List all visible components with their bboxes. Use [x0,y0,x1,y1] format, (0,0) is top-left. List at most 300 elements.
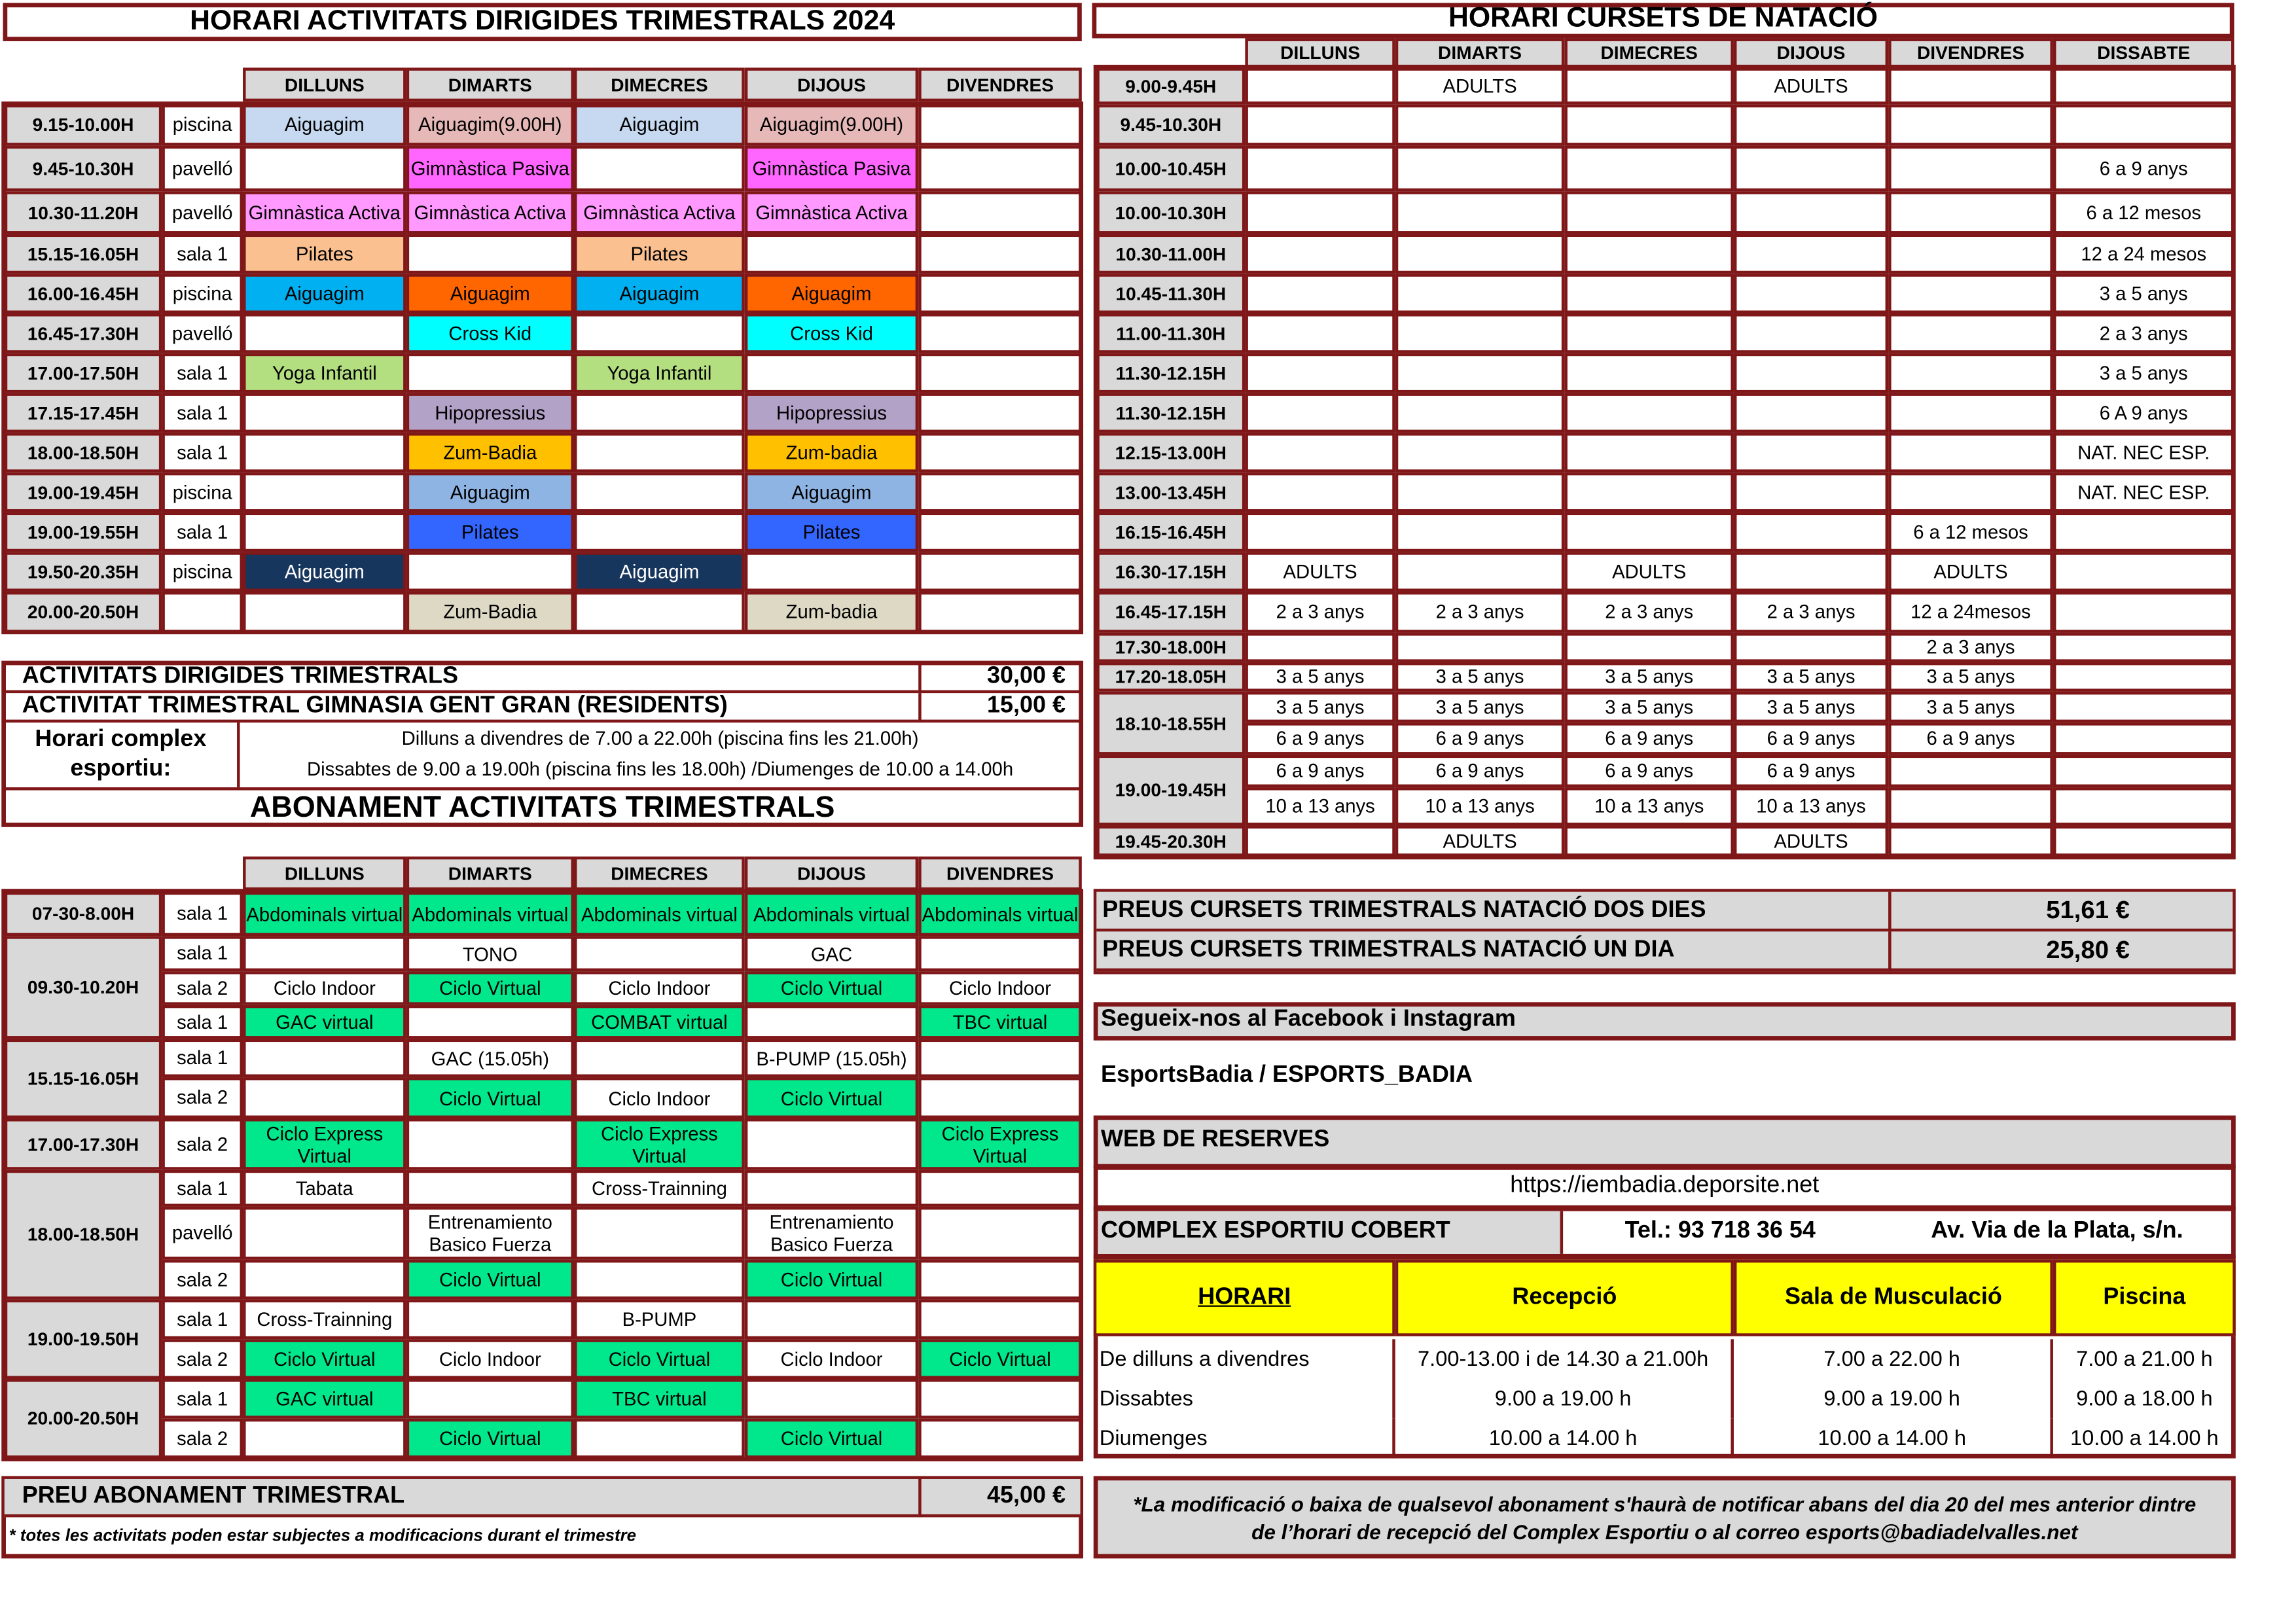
swim-cell: 3 a 5 anys [2053,353,2234,393]
swim-cell [1888,67,2053,104]
swim-cell [1734,433,1888,473]
swim-cell: NAT. NEC ESP. [2053,473,2234,512]
hours-cell: Dissabtes [1094,1379,1395,1419]
activity-cell: Abdominals virtual [243,892,406,936]
activity-cell: Ciclo Indoor [243,971,406,1005]
swim-cell: 6 a 9 anys [1734,722,1888,755]
swim-cell [1395,353,1565,393]
swim-time: 9.00-9.45H [1096,67,1245,104]
time-slot: 10.30-11.20H [5,191,162,234]
abonament-day-header: DIMARTS [406,857,574,891]
activity-cell [918,1039,1082,1077]
time-slot: 19.00-19.45H [5,473,162,512]
swim-cell [1564,633,1734,662]
swim-cell [1888,473,2053,512]
activity-cell [918,592,1082,633]
social-handles: EsportsBadia / ESPORTS_BADIA [1101,1062,1473,1088]
hours-cell: 10.00 a 14.00 h [2070,1427,2219,1451]
activity-cell: Ciclo Indoor [918,971,1082,1005]
social-label: Segueix-nos al Facebook i Instagram [1101,1007,1516,1032]
swim-time: 16.45-17.15H [1096,592,1245,633]
swim-time: 12.15-13.00H [1096,433,1245,473]
swim-cell [1888,353,2053,393]
location: piscina [162,274,243,313]
activity-cell [243,393,406,433]
swim-cell: 3 a 5 anys [1888,692,2053,722]
swim-time: 19.00-19.45H [1096,755,1245,826]
swim-cell [1888,755,2053,787]
activity-cell [918,433,1082,473]
swim-cell [1245,393,1395,433]
activity-cell [574,592,745,633]
swim-cell [1395,633,1565,662]
swim-cell: ADULTS [1395,826,1565,857]
swim-cell: 10 a 13 anys [1245,787,1395,825]
location: pavelló [162,146,243,192]
swim-cell: 6 A 9 anys [2053,393,2234,433]
activity-cell: Ciclo Virtual [574,1339,745,1379]
swim-time: 11.30-12.15H [1096,353,1245,393]
swim-day-header: DILLUNS [1245,38,1395,67]
time-slot: 20.00-20.50H [5,592,162,633]
footnote: * totes les activitats poden estar subjectes a modificacions durant el trimestre [9,1527,637,1546]
activity-cell [574,433,745,473]
left-title: HORARI ACTIVITATS DIRIGIDES TRIMESTRALS 2024 [190,5,895,37]
activity-cell: Abdominals virtual [406,892,574,936]
activity-cell: Aiguagim [243,105,406,146]
swim-price-label: PREUS CURSETS TRIMESTRALS NATACIÓ DOS DIES [1096,892,1888,932]
swim-cell [1888,274,2053,313]
swim-cell: 12 a 24 mesos [2053,234,2234,274]
location: sala 2 [162,971,243,1005]
price-value: 30,00 € [918,664,1080,693]
swim-cell: 6 a 9 anys [1395,722,1565,755]
activity-cell: Ciclo Virtual [918,1339,1082,1379]
swim-cell [1734,313,1888,353]
activity-cell: GAC virtual [243,1005,406,1039]
swim-cell [1395,234,1565,274]
swim-cell: 6 a 9 anys [1564,755,1734,787]
swim-cell: 10 a 13 anys [1395,787,1565,825]
activity-cell [745,1118,918,1170]
activity-cell: COMBAT virtual [574,1005,745,1039]
activity-cell [918,353,1082,393]
location: piscina [162,473,243,512]
swim-cell [1395,473,1565,512]
swim-cell [1888,146,2053,192]
swim-cell: 3 a 5 anys [1564,692,1734,722]
swim-cell [1395,146,1565,192]
activity-cell [918,1207,1082,1260]
swim-cell [1245,274,1395,313]
swim-cell: 3 a 5 anys [1888,662,2053,692]
time-slot: 07-30-8.00H [5,892,162,936]
activity-cell [918,105,1082,146]
swim-cell: 6 a 9 anys [1734,755,1888,787]
hours-cell: 7.00 a 22.00 h [1734,1339,2053,1379]
time-slot: 17.15-17.45H [5,393,162,433]
swim-time: 10.00-10.45H [1096,146,1245,192]
swim-cell [1888,393,2053,433]
swim-cell: 10 a 13 anys [1734,787,1888,825]
swim-cell [1245,433,1395,473]
hours-cell: 10.00 a 14.00 h [1395,1419,1734,1459]
activity-cell [745,552,918,592]
activity-cell: Entrenamiento Basico Fuerza [745,1207,918,1260]
swim-cell: 2 a 3 anys [1245,592,1395,633]
swim-cell: 6 a 12 mesos [1888,512,2053,552]
preu-abonament-label: PREU ABONAMENT TRIMESTRAL [5,1479,918,1517]
activity-cell: Gimnàstica Activa [406,191,574,234]
location: sala 1 [162,433,243,473]
swim-cell [2053,826,2234,857]
swim-cell [1564,313,1734,353]
swim-cell [1734,234,1888,274]
swim-cell: 2 a 3 anys [1564,592,1734,633]
activity-cell [574,393,745,433]
swim-cell [1395,313,1565,353]
swim-time: 18.10-18.55H [1096,692,1245,755]
swim-cell [1564,512,1734,552]
activity-cell: Gimnàstica Pasiva [406,146,574,192]
swim-cell [1734,512,1888,552]
activity-cell: Entrenamiento Basico Fuerza [406,1207,574,1260]
location: sala 1 [162,1300,243,1340]
price-label: ACTIVITATS DIRIGIDES TRIMESTRALS [5,664,918,693]
schedule-day-header: DIMARTS [406,67,574,101]
location: pavelló [162,1207,243,1260]
swim-time: 16.30-17.15H [1096,552,1245,592]
location: sala 1 [162,1039,243,1077]
activity-cell: Pilates [745,512,918,552]
swim-price-label: PREUS CURSETS TRIMESTRALS NATACIÓ UN DIA [1096,931,1888,971]
swim-cell [1245,313,1395,353]
activity-cell: TONO [406,936,574,971]
location: sala 1 [162,936,243,971]
time-slot: 19.50-20.35H [5,552,162,592]
activity-cell [574,1419,745,1459]
activity-cell [918,191,1082,234]
activity-cell [574,313,745,353]
swim-cell [1395,552,1565,592]
activity-cell: Zum-Badia [406,433,574,473]
location: sala 1 [162,1005,243,1039]
abonament-day-header: DIVENDRES [918,857,1082,891]
time-slot: 18.00-18.50H [5,1170,162,1300]
activity-cell [918,473,1082,512]
activity-cell: Ciclo Express Virtual [243,1118,406,1170]
swim-cell: ADULTS [1245,552,1395,592]
swim-cell [1245,633,1395,662]
hours-cell: De dilluns a divendres [1094,1339,1395,1379]
activity-cell: Ciclo Virtual [406,971,574,1005]
activity-cell [918,393,1082,433]
activity-cell: Gimnàstica Activa [243,191,406,234]
swim-cell [1888,433,2053,473]
time-slot: 18.00-18.50H [5,433,162,473]
swim-cell [1564,473,1734,512]
swim-time: 10.00-10.30H [1096,191,1245,234]
swim-cell [1734,191,1888,234]
activity-cell [918,234,1082,274]
swim-day-header: DIMARTS [1395,38,1565,67]
location: sala 2 [162,1339,243,1379]
swim-cell [1245,473,1395,512]
activity-cell: Tabata [243,1170,406,1207]
swim-cell [1734,633,1888,662]
activity-cell: Cross-Trainning [574,1170,745,1207]
activity-cell [918,1260,1082,1300]
activity-cell [243,313,406,353]
hours-cell: 9.00 a 19.00 h [1395,1379,1734,1419]
activity-cell [243,1260,406,1300]
activity-cell: Cross Kid [745,313,918,353]
web-url: https://iembadia.deporsite.net [1510,1173,1820,1198]
swim-cell [1245,353,1395,393]
swim-cell [1245,146,1395,192]
swim-cell: 2 a 3 anys [2053,313,2234,353]
time-slot: 19.00-19.50H [5,1300,162,1379]
hours-cell: 9.00 a 18.00 h [2076,1387,2213,1411]
swim-cell [2053,662,2234,692]
location: sala 2 [162,1260,243,1300]
swim-cell [2053,633,2234,662]
activity-cell [745,1300,918,1340]
swim-cell [1564,826,1734,857]
activity-cell [918,936,1082,971]
time-slot: 15.15-16.05H [5,1039,162,1118]
schedule-day-header: DIJOUS [745,67,918,101]
swim-cell [1888,105,2053,146]
swim-cell: ADULTS [1734,67,1888,104]
hours-header: Piscina [2053,1260,2236,1336]
swim-cell [1734,393,1888,433]
location: sala 1 [162,1379,243,1419]
swim-cell [1564,353,1734,393]
swim-cell [1564,234,1734,274]
swim-cell: 3 a 5 anys [1734,662,1888,692]
activity-cell: Pilates [574,234,745,274]
hours-header: Sala de Musculació [1734,1260,2053,1336]
location: sala 1 [162,234,243,274]
activity-cell: Aiguagim [406,473,574,512]
complex-hours-weekdays: Dilluns a divendres de 7.00 a 22.00h (piscina fins les 21.00h) [401,726,919,749]
swim-cell [2053,755,2234,787]
swim-day-header: DIJOUS [1734,38,1888,67]
swim-day-header: DISSABTE [2053,38,2234,67]
activity-cell [243,512,406,552]
location: sala 1 [162,892,243,936]
complex-hours-label: Horari complex esportiu: [5,722,240,787]
contact-address: Av. Via de la Plata, s/n. [1931,1218,2183,1244]
notice-text: *La modificació o baixa de qualsevol abonament s'haurà de notificar abans del dia 20 del mes anterior dintre de l’horari de recepció del Complex Esportiu o al correo esports@badiadelvalles.net [1133,1492,2197,1544]
activity-cell: Hipopressius [406,393,574,433]
price-value: 15,00 € [918,693,1080,722]
location: sala 2 [162,1077,243,1118]
activity-cell: TBC virtual [574,1379,745,1419]
swim-cell [1888,313,2053,353]
activity-cell [918,1379,1082,1419]
location: pavelló [162,313,243,353]
location: piscina [162,105,243,146]
swim-cell [1734,274,1888,313]
preu-abonament-value: 45,00 € [918,1479,1080,1517]
abonament-day-header: DIJOUS [745,857,918,891]
swim-cell: ADULTS [1395,67,1565,104]
activity-cell [574,473,745,512]
swim-time: 10.30-11.00H [1096,234,1245,274]
activity-cell: Ciclo Indoor [574,1077,745,1118]
swim-cell [1734,552,1888,592]
time-slot: 19.00-19.55H [5,512,162,552]
location: sala 1 [162,512,243,552]
swim-cell [1564,433,1734,473]
location: sala 1 [162,1170,243,1207]
time-slot: 9.15-10.00H [5,105,162,146]
activity-cell: Ciclo Express Virtual [574,1118,745,1170]
price-label: ACTIVITAT TRIMESTRAL GIMNASIA GENT GRAN (RESIDENTS) [5,693,918,722]
swim-cell [1395,433,1565,473]
swim-cell [1564,274,1734,313]
activity-cell: GAC [745,936,918,971]
activity-cell [918,1077,1082,1118]
swim-cell: 3 a 5 anys [1245,662,1395,692]
swim-cell [2053,787,2234,825]
activity-cell: Ciclo Virtual [745,1419,918,1459]
activity-cell [406,1379,574,1419]
location: sala 2 [162,1419,243,1459]
activity-cell: Ciclo Indoor [745,1339,918,1379]
activity-cell [918,313,1082,353]
swim-cell: 6 a 12 mesos [2053,191,2234,234]
activity-cell: Aiguagim [745,473,918,512]
activity-cell [406,552,574,592]
swim-cell: 3 a 5 anys [1395,662,1565,692]
swim-cell: 12 a 24mesos [1888,592,2053,633]
right-title: HORARI CURSETS DE NATACIÓ [1448,3,1878,34]
activity-cell: Ciclo Virtual [243,1339,406,1379]
time-slot: 17.00-17.30H [5,1118,162,1170]
abonament-day-header: DIMECRES [574,857,745,891]
swim-cell [1564,146,1734,192]
swim-cell [1888,787,2053,825]
time-slot: 16.45-17.30H [5,313,162,353]
activity-cell: Yoga Infantil [243,353,406,393]
swim-cell [1395,105,1565,146]
activity-cell: GAC (15.05h) [406,1039,574,1077]
swim-price-value: 51,61 € [1888,892,2233,932]
swim-cell [1734,353,1888,393]
activity-cell: Aiguagim [574,552,745,592]
swim-price-value: 25,80 € [1888,931,2233,971]
activity-cell [918,274,1082,313]
swim-cell: 3 a 5 anys [1245,692,1395,722]
web-label: WEB DE RESERVES [1101,1127,1330,1152]
swim-time: 13.00-13.45H [1096,473,1245,512]
activity-cell: Aiguagim [574,274,745,313]
time-slot: 15.15-16.05H [5,234,162,274]
swim-cell: 6 a 9 anys [2053,146,2234,192]
activity-cell: Gimnàstica Activa [574,191,745,234]
activity-cell: B-PUMP (15.05h) [745,1039,918,1077]
swim-cell: 2 a 3 anys [1395,592,1565,633]
activity-cell [406,1300,574,1340]
activity-cell: Aiguagim(9.00H) [745,105,918,146]
time-slot: 09.30-10.20H [5,936,162,1039]
swim-cell [2053,67,2234,104]
swim-cell: 3 a 5 anys [1564,662,1734,692]
time-slot: 20.00-20.50H [5,1379,162,1458]
swim-cell [1245,67,1395,104]
hours-cell: Diumenges [1094,1419,1395,1459]
contact-phone: Tel.: 93 718 36 54 [1624,1218,1816,1244]
swim-cell [1245,191,1395,234]
activity-cell [243,473,406,512]
swim-cell: 10 a 13 anys [1564,787,1734,825]
activity-cell [243,1419,406,1459]
swim-time: 11.00-11.30H [1096,313,1245,353]
swim-cell [1395,393,1565,433]
swim-cell [1564,105,1734,146]
activity-cell [918,146,1082,192]
activity-cell: Cross Kid [406,313,574,353]
swim-cell [2053,552,2234,592]
activity-cell: Ciclo Indoor [406,1339,574,1379]
activity-cell: Ciclo Virtual [745,1077,918,1118]
location: sala 1 [162,353,243,393]
hours-cell: 7.00 a 21.00 h [2076,1347,2213,1371]
activity-cell [574,1039,745,1077]
swim-cell: 3 a 5 anys [2053,274,2234,313]
swim-cell [1888,826,2053,857]
swim-time: 19.45-20.30H [1096,826,1245,857]
hours-header: HORARI [1094,1260,1395,1336]
swim-cell [1395,274,1565,313]
activity-cell: Aiguagim(9.00H) [406,105,574,146]
activity-cell [243,1207,406,1260]
activity-cell [406,1118,574,1170]
location: sala 2 [162,1118,243,1170]
activity-cell [745,1379,918,1419]
swim-cell: 6 a 9 anys [1395,755,1565,787]
activity-cell: Cross-Trainning [243,1300,406,1340]
activity-cell: Aiguagim [745,274,918,313]
swim-cell: 6 a 9 anys [1564,722,1734,755]
swim-cell [2053,592,2234,633]
activity-cell [574,1207,745,1260]
activity-cell: Pilates [406,512,574,552]
activity-cell: B-PUMP [574,1300,745,1340]
activity-cell: Aiguagim [406,274,574,313]
abonament-title: ABONAMENT ACTIVITATS TRIMESTRALS [5,787,1081,824]
activity-cell [243,146,406,192]
hours-cell: 9.00 a 19.00 h [1734,1379,2053,1419]
activity-cell: Pilates [243,234,406,274]
swim-cell [1564,191,1734,234]
activity-cell: Zum-badia [745,592,918,633]
activity-cell [918,1170,1082,1207]
activity-cell: Aiguagim [243,274,406,313]
activity-cell: Aiguagim [243,552,406,592]
hours-cell: 10.00 a 14.00 h [1734,1419,2053,1459]
time-slot: 16.00-16.45H [5,274,162,313]
activity-cell: Gimnàstica Pasiva [745,146,918,192]
activity-cell [745,1170,918,1207]
swim-cell: 2 a 3 anys [1888,633,2053,662]
activity-cell: Yoga Infantil [574,353,745,393]
activity-cell: Zum-Badia [406,592,574,633]
contact-name: COMPLEX ESPORTIU COBERT [1101,1218,1450,1244]
